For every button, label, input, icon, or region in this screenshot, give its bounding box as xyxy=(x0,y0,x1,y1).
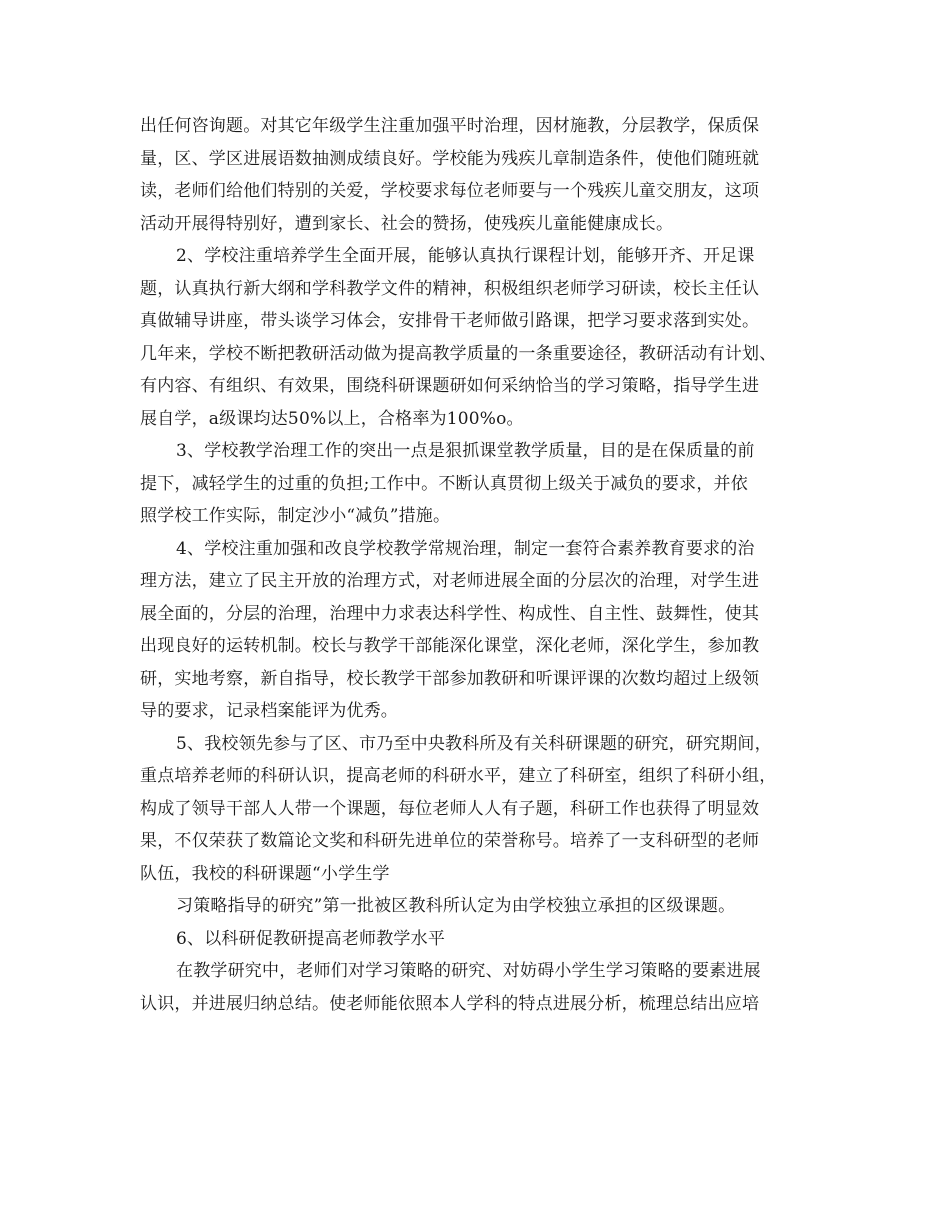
text-line: 重点培养老师的科研认识，提高老师的科研水平，建立了科研室，组织了科研小组， xyxy=(140,766,777,786)
text-line: 队伍，我校的科研课题“小学生学 xyxy=(140,863,390,884)
text-line: 量，区、学区进展语数抽测成绩良好。学校能为残疾儿章制造条件，使他们随班就 xyxy=(140,148,760,169)
text-line: 导的要求，记录档案能评为优秀。 xyxy=(140,701,398,721)
text-line: 在教学研究中，老师们对学习策略的研究、对妨碍小学生学习策略的要素进展 xyxy=(176,961,761,981)
text-line: 研，实地考察，新自指导，校长教学干部参加教研和听课评课的次数均超过上级领 xyxy=(140,668,760,689)
text-line: 照学校工作实际，制定沙小“减负”措施。 xyxy=(140,506,451,526)
text-line: 4、学校注重加强和改良学校教学常规治理，制定一套符合素养教育要求的治 xyxy=(176,538,755,559)
document-body xyxy=(140,110,820,1020)
text-line: 提下，减轻学生的过重的负担;工作中。不断认真贯彻上级关于减负的要求，并依 xyxy=(140,473,748,494)
text-line: 出现良好的运转机制。校长与教学干部能深化课堂，深化老师，深化学生，参加教 xyxy=(140,636,760,656)
text-line: 出任何咨询题。对其它年级学生注重加强平时治理，因材施教，分层教学，保质保 xyxy=(140,116,760,136)
text-line: 构成了领导干部人人带一个课题，每位老师人人有子题，科研工作也获得了明显效 xyxy=(140,798,760,819)
text-line: 2、学校注重培养学生全面开展，能够认真执行课程计划，能够开齐、开足课 xyxy=(176,246,755,266)
text-line: 习策略指导的研究”第一批被区教科所认定为由学校独立承担的区级课题。 xyxy=(176,896,736,916)
text-line: 认识，并进展归纳总结。使老师能依照本人学科的特点进展分析，梳理总结出应培 xyxy=(140,993,760,1014)
text-line: 几年来，学校不断把教研活动做为提高教学质量的一条重要途径，教研活动有计划、 xyxy=(140,343,777,364)
text-line: 真做辅导讲座，带头谈学习体会，安排骨干老师做引路课，把学习要求落到实处。 xyxy=(140,311,760,331)
text-line: 果，不仅荣获了数篇论文奖和科研先进单位的荣誉称号。培养了一支科研型的老师 xyxy=(140,831,760,851)
text-line: 题，认真执行新大纲和学科教学文件的精神，积极组织老师学习研读，校长主任认 xyxy=(140,278,760,299)
text-line: 理方法，建立了民主开放的治理方式，对老师进展全面的分层次的治理，对学生进 xyxy=(140,571,760,591)
text-line: 有内容、有组织、有效果，围绕科研课题研如何采纳恰当的学习策略，指导学生进 xyxy=(140,376,760,396)
text-line: 5、我校领先参与了区、市乃至中央教科所及有关科研课题的研究，研究期间， xyxy=(176,733,772,754)
text-line: 6、以科研促教研提高老师教学水平 xyxy=(176,928,446,949)
text-line: 展全面的，分层的治理，治理中力求表达科学性、构成性、自主性、鼓舞性，使其 xyxy=(140,603,760,624)
text-line: 活动开展得特别好，遭到家长、社会的赞扬，使残疾儿童能健康成长。 xyxy=(140,213,674,234)
text-line: 展自学，a级课均达50%以上，合格率为100%o。 xyxy=(140,408,524,429)
text-line: 读，老师们给他们特别的关爱，学校要求每位老师要与一个残疾儿童交朋友，这项 xyxy=(140,181,760,201)
text-line: 3、学校教学治理工作的突出一点是狠抓课堂教学质量，目的是在保质量的前 xyxy=(176,441,755,461)
